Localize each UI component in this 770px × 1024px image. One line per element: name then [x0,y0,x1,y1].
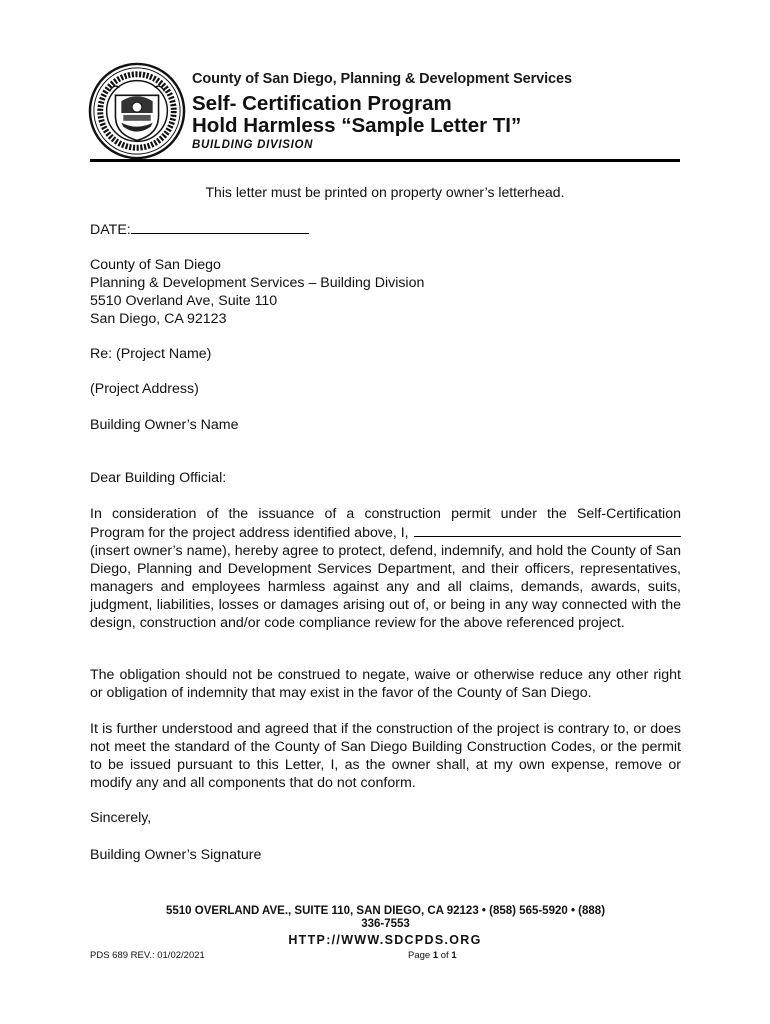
page-current: 1 [432,950,439,961]
page-total: 1 [451,950,457,961]
agency-name: County of San Diego, Planning & Development Services [192,71,572,87]
date-blank [131,220,309,234]
header-divider [90,159,680,162]
owner-name: Building Owner’s Name [90,417,239,433]
paragraph-hold-harmless [90,505,681,632]
date-line [90,220,681,239]
county-seal-icon [88,62,186,160]
recipient-address [90,256,681,328]
paragraph-obligation: The obligation should not be construed to negate, waive or otherwise reduce any other right or obligation of indemnity that may exist in the favor of the County of San Diego. [90,667,681,701]
date-label: DATE: [90,222,131,238]
salutation: Dear Building Official: [90,470,227,486]
paragraph-conformance: It is further understood and agreed that if the construction of the project is contrary to, or does not meet the standard of the County of San Diego Building Construction Codes, or the permit to be issued pursuant to this Letter, I, as the owner shall, at my own expense, remove or modify any and all components that do not conform. [90,721,681,791]
letterhead-note: This letter must be printed on property owner’s letterhead. [205,184,565,200]
closing: Sincerely, [90,810,152,826]
address-line-2: Planning & Development Services – Building Division [90,275,425,291]
title-line-2: Hold Harmless “Sample Letter TI” [192,114,522,137]
owner-name-blank [414,523,681,537]
footer-address-line-1: 5510 OVERLAND AVE., SUITE 110, SAN DIEGO, CA 92123 • (858) 565-5920 • (888) [165,905,606,917]
footer-address-line-2: 336-7553 [361,918,410,930]
division-label: BUILDING DIVISION [192,139,314,151]
page-of: of [440,950,449,961]
title-line-1: Self- Certification Program [192,92,452,115]
footer-website-link[interactable]: HTTP://WWW.SDCPDS.ORG [288,933,482,947]
address-line-3: 5510 Overland Ave, Suite 110 [90,293,278,309]
address-line-1: County of San Diego [90,257,221,273]
paragraph-1-line-1: In consideration of the issuance of a construction permit under the Self-Certification [90,506,681,522]
signature-label: Building Owner’s Signature [90,847,262,863]
footer-address [90,905,681,931]
form-revision: PDS 689 REV.: 01/02/2021 [90,950,205,961]
page-indicator [408,950,457,961]
paragraph-1-line-2 [90,523,681,542]
page-word: Page [408,950,431,961]
paragraph-1-body: (insert owner’s name), hereby agree to protect, defend, indemnify, and hold the County of San Diego, Planning and Development Services Department, and their officers, representatives, managers and employees harmless against any and all claims, demands, awards, suits, judgment, liabilities, losses or damages arising out of, or being in any way connected with the design, construction and/or code compliance review for the above referenced project. [90,543,681,631]
re-line: Re: (Project Name) [90,346,212,362]
address-line-4: San Diego, CA 92123 [90,311,227,327]
document-title [192,93,521,137]
project-address: (Project Address) [90,381,199,397]
owner-name-prompt: Program for the project address identified above, I, [90,525,409,541]
